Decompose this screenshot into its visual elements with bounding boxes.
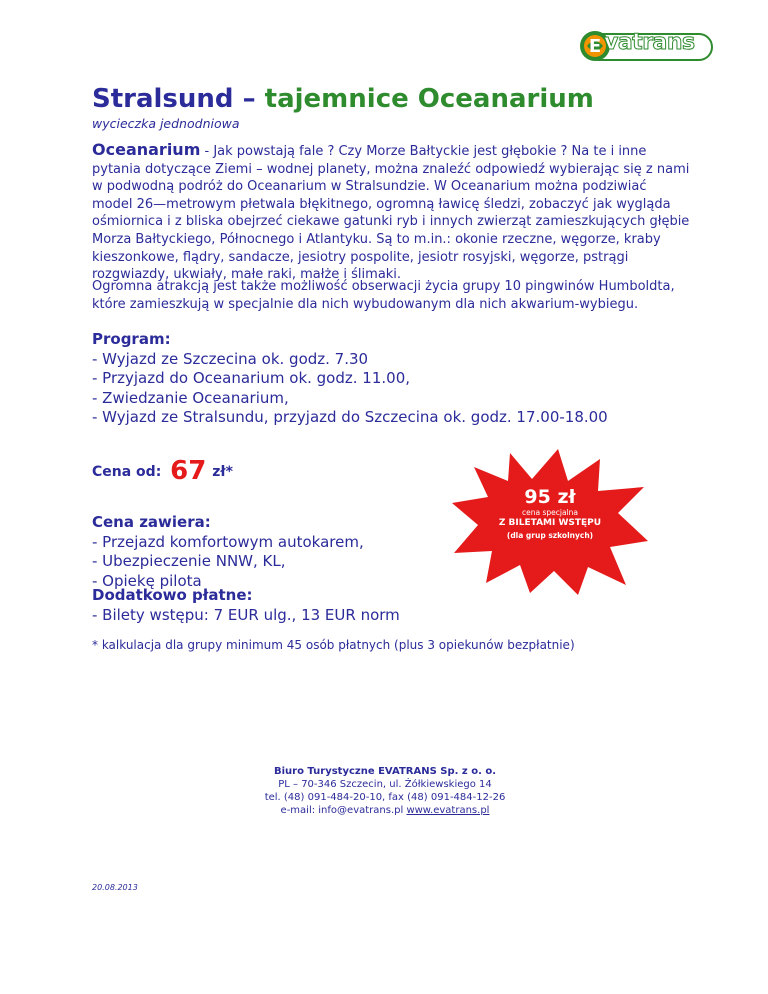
svg-text:E: E: [588, 36, 602, 57]
includes-heading: Cena zawiera:: [92, 513, 211, 531]
includes-item: - Ubezpieczenie NNW, KL,: [92, 552, 286, 570]
price-label: Cena od:: [92, 464, 162, 480]
page-subtitle: wycieczka jednodniowa: [92, 116, 240, 131]
special-price: 95 zł: [524, 486, 576, 508]
evatrans-logo: [578, 28, 714, 64]
program-item: - Przyjazd do Oceanarium ok. godz. 11.00,: [92, 369, 411, 387]
includes-section: [92, 513, 364, 591]
company-email: e-mail: info@evatrans.pl: [280, 805, 404, 816]
extra-payment-heading: Dodatkowo płatne:: [92, 586, 253, 604]
intro-lead: Oceanarium: [92, 140, 201, 159]
intro-paragraph: [92, 141, 690, 284]
price-line: [92, 456, 233, 486]
special-price-note: cena specjalna: [522, 508, 578, 517]
price-suffix: zł*: [212, 464, 233, 480]
price-value: 67: [170, 456, 207, 486]
includes-item: - Przejazd komfortowym autokarem,: [92, 532, 364, 551]
logo-wordmark: vatrans: [604, 30, 695, 55]
penguins-paragraph: Ogromna atrakcją jest także możliwość obserwacji życia grupy 10 pingwinów Humboldta, które zamieszkują w specjalnie dla nich wybudowanym dla nich akwarium-wybiegu.: [92, 279, 675, 312]
program-item: - Wyjazd ze Szczecina ok. godz. 7.30: [92, 349, 369, 368]
company-contact: [180, 804, 590, 817]
intro-text: - Jak powstają fale ? Czy Morze Bałtyckie jest głębokie ? Na te i inne pytania dotyczące Ziemi – wodnej planety, można znaleźć odpowiedź wybierając się z nami w podwodną podróż do Oceanarium w Stralsundzie. W Oceanarium można podziwiać model 26—metrowym płetwala błękitnego, ogromną ławicę śledzi, zobaczyć jak wygląda ośmiornica i z bliska obejrzeć ciekawe gatunki ryb i innych zwierząt zamieszkujących głębie Morza Bałtyckiego, Północnego i Atlantyku. Są to m.in.: okonie rzeczne, węgorze, kraby kieszonkowe, flądry, sandacze, jesiotry pospolite, jesiotr rosyjski, węgorze, pstrągi rozgwiazdy, ukwiały, małe raki, małże i ślimaki.: [92, 144, 690, 283]
program-item: - Wyjazd ze Stralsundu, przyjazd do Szczecina ok. godz. 17.00-18.00: [92, 408, 608, 426]
program-heading: Program:: [92, 330, 171, 348]
company-phones: tel. (48) 091-484-20-10, fax (48) 091-484-12-26: [264, 792, 506, 803]
special-price-group: (dla grup szkolnych): [506, 531, 594, 540]
includes-item: - Opiekę pilota: [92, 571, 202, 590]
program-item: - Zwiedzanie Oceanarium,: [92, 388, 289, 407]
footnote: * kalkulacja dla grupy minimum 45 osób płatnych (plus 3 opiekunów bezpłatnie): [92, 638, 575, 652]
document-date: 20.08.2013: [92, 883, 138, 892]
page-title: [92, 84, 594, 114]
title-topic: tajemnice Oceanarium: [264, 84, 594, 114]
program-section: [92, 330, 608, 428]
extra-payment-section: [92, 586, 400, 625]
company-website-link[interactable]: www.evatrans.pl: [406, 805, 490, 816]
title-city: Stralsund –: [92, 84, 256, 114]
company-address: PL – 70-346 Szczecin, ul. Żółkiewskiego 14: [278, 779, 492, 790]
company-name: Biuro Turystyczne EVATRANS Sp. z o. o.: [273, 766, 497, 777]
company-footer: [180, 765, 590, 817]
extra-payment-item: - Bilety wstępu: 7 EUR ulg., 13 EUR norm: [92, 605, 400, 624]
special-price-tickets: Z BILETAMI WSTĘPU: [498, 518, 602, 528]
